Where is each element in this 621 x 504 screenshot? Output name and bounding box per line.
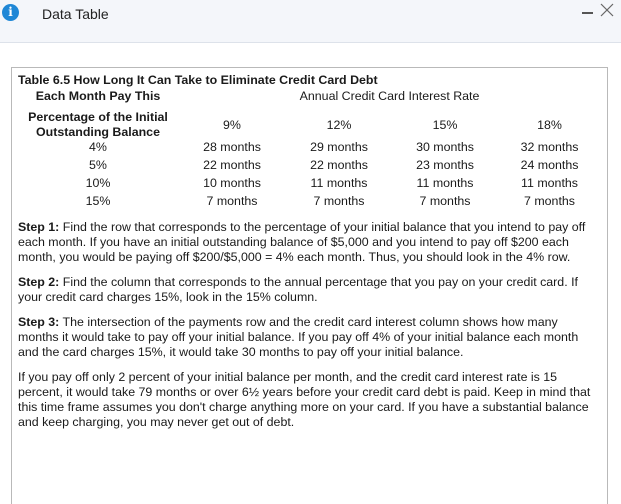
row-pct: 5%: [89, 158, 107, 172]
table-cell: 7 months: [206, 194, 258, 208]
table-title: Table 6.5 How Long It Can Take to Eliminate Credit Card Debt: [18, 73, 378, 87]
col-header-9: 9%: [223, 117, 241, 132]
credit-card-debt-table: [18, 89, 601, 212]
row-header-line-3: Outstanding Balance: [36, 125, 160, 139]
table-cell: 11 months: [310, 176, 368, 190]
table-cell: 22 months: [203, 158, 261, 172]
row-header-line-2: Percentage of the Initial: [28, 110, 168, 124]
table-header-row-2: [18, 110, 601, 140]
table-cell: 23 months: [416, 158, 474, 172]
step-3-label: Step 3:: [18, 315, 60, 329]
col-header-12: 12%: [326, 117, 352, 132]
table-row: [18, 176, 601, 194]
table-cell: 24 months: [520, 158, 579, 172]
step-3: [18, 315, 601, 360]
close-icon: [598, 1, 616, 19]
table-cell: 30 months: [416, 140, 474, 154]
table-cell: 7 months: [524, 194, 575, 208]
step-2-text: Find the column that corresponds to the annual percentage that you pay on your credit card. If your credit card charges 15%, look in the 15% column.: [18, 275, 578, 304]
title-bar: [0, 0, 621, 43]
col-group-header: Annual Credit Card Interest Rate: [299, 89, 480, 103]
step-2-label: Step 2:: [18, 275, 60, 289]
step-1-label: Step 1:: [18, 220, 60, 234]
table-row: [18, 194, 601, 212]
col-header-18: 18%: [537, 117, 562, 132]
table-header-row-1: [18, 89, 601, 110]
col-header-15: 15%: [432, 117, 458, 132]
data-table-content: [11, 67, 608, 504]
table-cell: 7 months: [419, 194, 471, 208]
window-title: Data Table: [42, 6, 109, 22]
table-row: [18, 140, 601, 158]
step-1: [18, 220, 601, 265]
table-cell: 11 months: [521, 176, 578, 190]
step-1-text: Find the row that corresponds to the percentage of your initial balance that you intend to pay off each month. If you have an initial outstanding balance of $5,000 and you intend to pay off $200 each month, you would be paying off $200/$5,000 = 4% each month. Thus, you should look in the 4% row.: [18, 220, 586, 264]
row-header-line-1: Each Month Pay This: [35, 89, 161, 103]
table-cell: 22 months: [310, 158, 368, 172]
close-button[interactable]: [598, 1, 616, 19]
row-pct: 10%: [85, 176, 111, 190]
minimize-icon: [582, 12, 593, 14]
table-cell: 7 months: [313, 194, 365, 208]
minimize-button[interactable]: [581, 6, 595, 20]
closing-paragraph: If you pay off only 2 percent of your initial balance per month, and the credit card interest rate is 15 percent, it would take 79 months or over 6½ years before your credit card debt is paid. Keep in mind that this time frame assumes you don't charge anything more on your card. If you have a substantial balance and keep charging, you may never get out of debt.: [18, 370, 591, 429]
table-cell: 29 months: [310, 140, 368, 154]
table-cell: 11 months: [416, 176, 474, 190]
table-cell: 10 months: [203, 176, 261, 190]
row-pct: 15%: [85, 194, 111, 208]
table-cell: 32 months: [520, 140, 579, 154]
table-cell: 28 months: [203, 140, 261, 154]
row-pct: 4%: [89, 140, 107, 154]
table-row: [18, 158, 601, 176]
info-icon: i: [2, 4, 19, 21]
step-2: [18, 275, 601, 305]
row-header-lines-2-3: [18, 110, 178, 140]
step-3-text: The intersection of the payments row and the credit card interest column shows how many months it would take to pay off your initial balance. If you pay off 4% of your initial balance each month and the card charges 15%, it would take 30 months to pay off your initial balance.: [18, 315, 579, 359]
